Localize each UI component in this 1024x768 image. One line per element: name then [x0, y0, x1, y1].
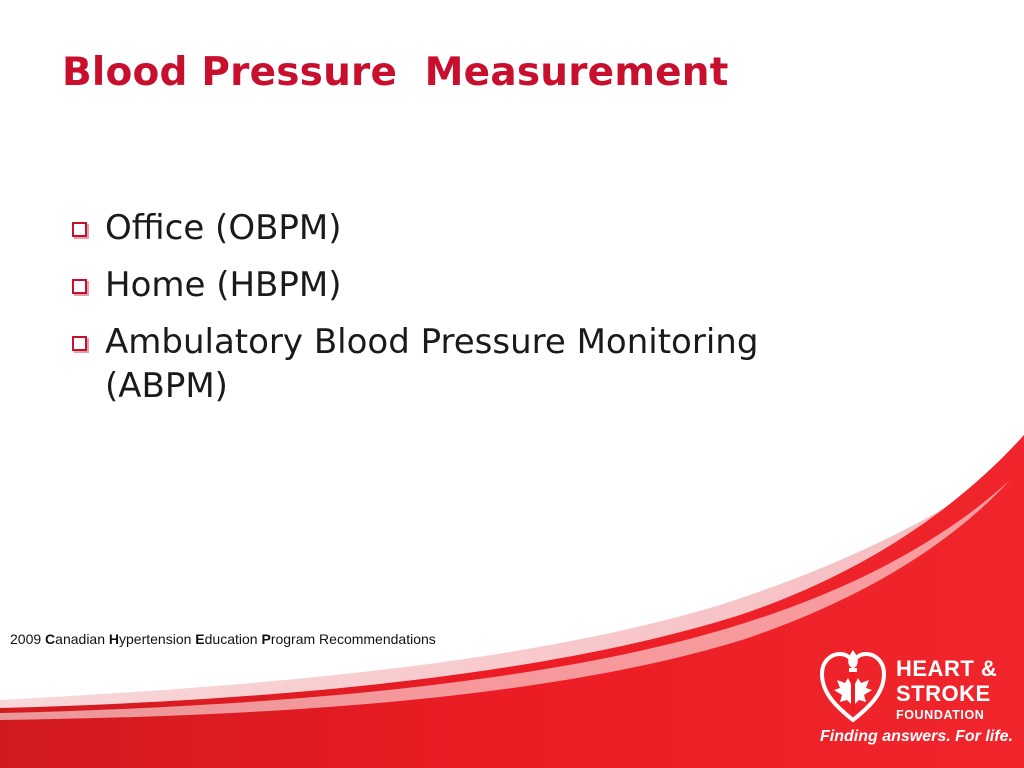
hollow-square-bullet-icon	[72, 279, 87, 294]
heart-torch-maple-leaf-icon	[818, 648, 888, 726]
bullet-text: Office (OBPM)	[105, 208, 342, 248]
bullet-item-ambulatory	[72, 320, 832, 408]
logo-text-stroke: STROKE	[896, 681, 991, 706]
hollow-square-bullet-icon	[72, 336, 87, 351]
footer-initial: E	[195, 631, 205, 647]
logo-tagline: Finding answers. For life.	[820, 728, 1013, 745]
footer-word: anadian	[55, 631, 105, 647]
footer-year: 2009	[10, 631, 42, 647]
footer-word: ducation	[204, 631, 258, 647]
footer-citation	[10, 631, 436, 647]
logo-text-foundation: FOUNDATION	[896, 708, 985, 722]
bullet-text: Ambulatory Blood Pressure Monitoring (ABPM)	[105, 322, 759, 406]
footer-initial: H	[108, 631, 120, 647]
bullet-list	[72, 206, 832, 421]
footer-word: rogram Recommendations	[270, 631, 436, 647]
bullet-item-office	[72, 206, 832, 250]
footer-initial: P	[261, 631, 271, 647]
bullet-text: Home (HBPM)	[105, 265, 342, 305]
bullet-item-home	[72, 263, 832, 307]
logo-text-heart: HEART &	[896, 656, 998, 681]
footer-initial: C	[45, 631, 56, 647]
heart-and-stroke-logo	[812, 648, 1012, 758]
slide-title: Blood Pressure Measurement	[62, 50, 729, 95]
footer-word: ypertension	[119, 631, 192, 647]
hollow-square-bullet-icon	[72, 222, 87, 237]
